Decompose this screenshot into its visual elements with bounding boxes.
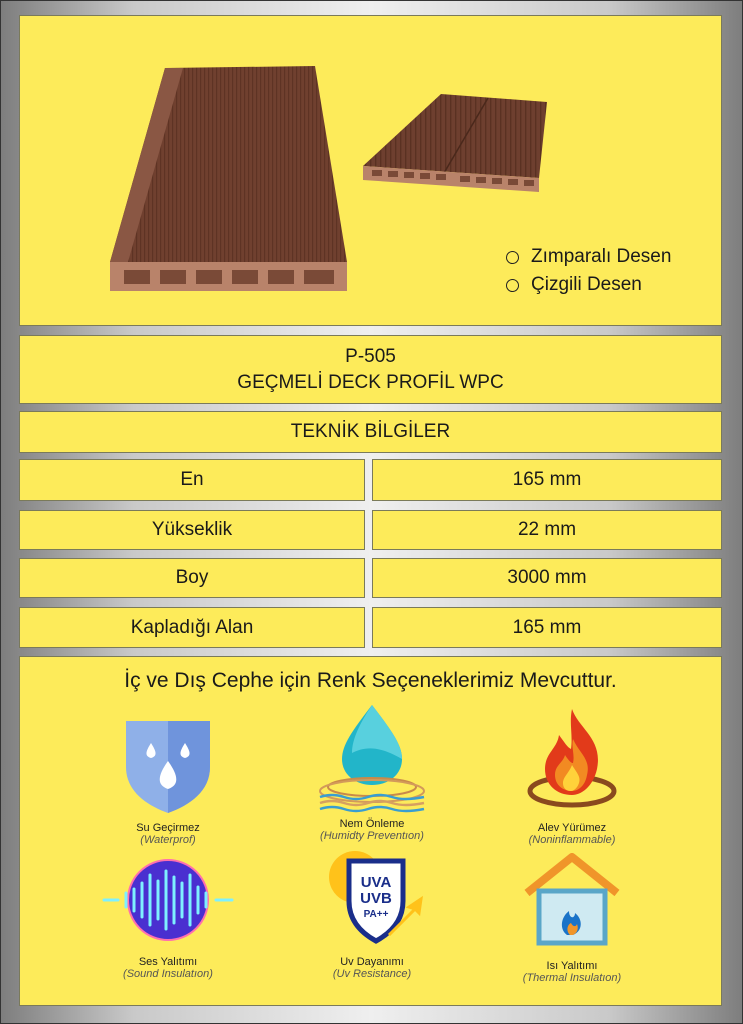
- feature-label: Su Geçirmez: [136, 822, 200, 834]
- pattern-label: Zımparalı Desen: [531, 246, 672, 267]
- thermal-house-icon: [517, 853, 627, 949]
- product-name: GEÇMELİ DECK PROFİL WPC: [237, 371, 504, 393]
- feature-label: Uv Dayanımı: [340, 956, 404, 968]
- feature-uv-resistance: [282, 843, 462, 980]
- waterproof-shield-icon: [118, 715, 218, 815]
- uv-badge-line3: PA++: [363, 909, 389, 920]
- availability-text: İç ve Dış Cephe için Renk Seçeneklerimiz Mevcuttur.: [124, 669, 617, 692]
- circle-bullet-icon: [506, 279, 519, 292]
- product-image-panel: [19, 15, 722, 326]
- specs-title-text: TEKNİK BİLGİLER: [290, 421, 451, 442]
- features-panel: [19, 656, 722, 1006]
- feature-noninflammable: [482, 705, 662, 846]
- feature-sublabel: (Humidty Preventıon): [320, 830, 424, 842]
- spec-value-text: 22 mm: [517, 519, 577, 540]
- pattern-label: Çizgili Desen: [531, 274, 642, 295]
- spec-value: [372, 558, 722, 598]
- feature-waterproof: [78, 715, 258, 846]
- spec-label-text: Kapladığı Alan: [130, 616, 254, 638]
- humidity-drop-icon: [312, 701, 432, 815]
- feature-humidity: [282, 701, 462, 842]
- spec-label: [19, 459, 365, 501]
- feature-label: Alev Yürümez: [537, 822, 607, 834]
- spec-value: [372, 459, 722, 501]
- feature-thermal-insulation: [482, 853, 662, 984]
- uv-badge-line1: UVA: [360, 874, 392, 891]
- spec-value: [372, 510, 722, 550]
- feature-sublabel: (Noninflammable): [528, 834, 616, 846]
- spec-label-text: Yükseklik: [151, 519, 233, 540]
- circle-bullet-icon: [506, 251, 519, 264]
- spec-value-text: 3000 mm: [507, 567, 587, 588]
- spec-label-text: Boy: [175, 567, 209, 588]
- pattern-list: [506, 243, 671, 299]
- feature-sublabel: (Waterprof): [140, 834, 196, 846]
- spec-label: [19, 510, 365, 550]
- flame-icon: [517, 705, 627, 815]
- spec-value: [372, 607, 722, 648]
- uv-shield-icon: [317, 843, 427, 951]
- feature-sublabel: (Sound Insulatıon): [123, 968, 213, 980]
- feature-label: Nem Önleme: [339, 818, 405, 830]
- product-code: P-505: [345, 345, 396, 367]
- feature-label: Ses Yalıtımı: [138, 956, 198, 968]
- feature-label: Isı Yalıtımı: [546, 960, 598, 972]
- feature-sublabel: (Thermal Insulatıon): [522, 972, 622, 984]
- feature-sublabel: (Uv Resistance): [332, 968, 412, 980]
- specs-title: [19, 411, 722, 453]
- pattern-item: [506, 243, 671, 271]
- product-title-panel: [19, 335, 722, 404]
- spec-value-text: 165 mm: [512, 616, 582, 638]
- feature-sound-insulation: [78, 855, 258, 980]
- uv-badge-line2: UVB: [360, 890, 392, 907]
- spec-label-text: En: [180, 469, 204, 490]
- pattern-item: [506, 271, 671, 299]
- sound-wave-icon: [98, 855, 238, 945]
- spec-label: [19, 558, 365, 598]
- spec-label: [19, 607, 365, 648]
- spec-value-text: 165 mm: [512, 469, 582, 490]
